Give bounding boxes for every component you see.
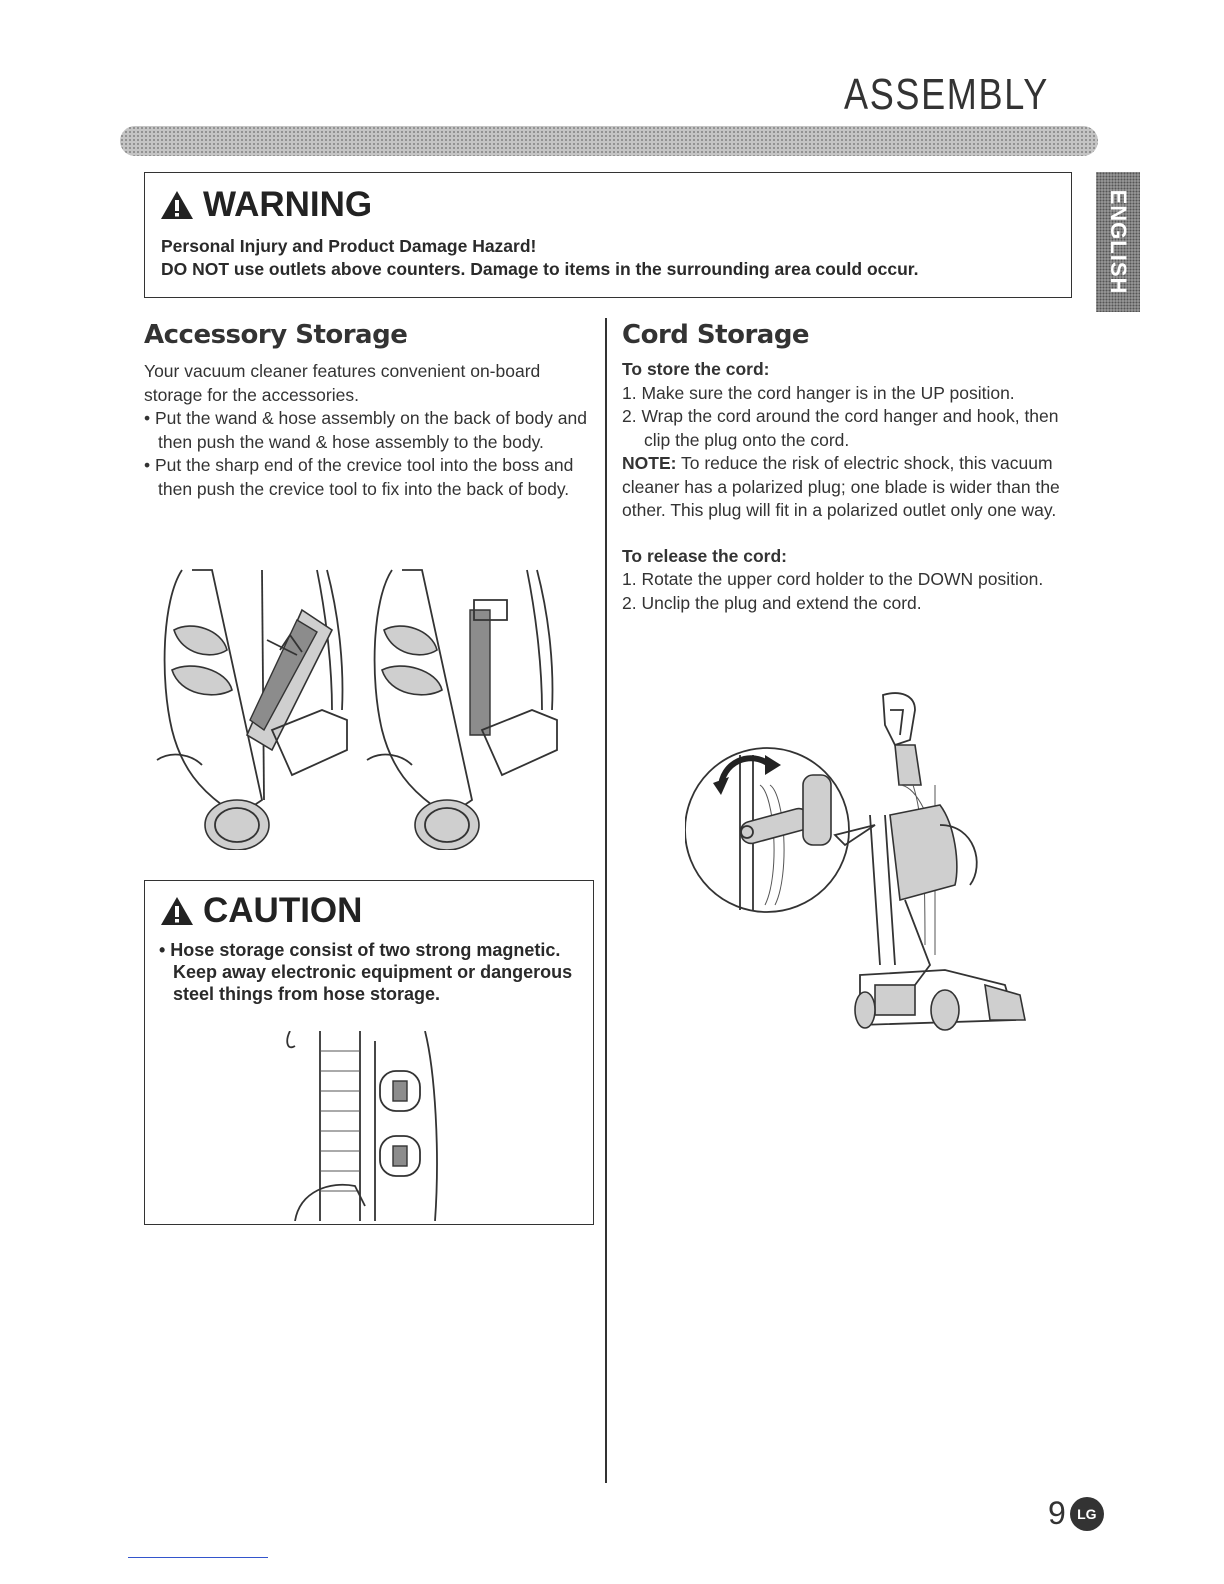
language-tab-label: ENGLISH	[1106, 189, 1131, 295]
accessory-storage-section	[144, 320, 594, 501]
lg-logo-icon: LG	[1070, 1497, 1104, 1531]
warning-text	[161, 235, 1061, 281]
accessory-storage-title: Accessory Storage	[144, 320, 408, 350]
warning-line-1: Personal Injury and Product Damage Hazard!	[161, 236, 537, 256]
page-number	[1048, 1495, 1104, 1532]
warning-heading-text: WARNING	[203, 185, 373, 224]
page-number-text: 9	[1048, 1495, 1066, 1531]
caution-heading-text: CAUTION	[203, 891, 363, 930]
caution-box	[144, 880, 594, 1225]
cord-storage-body	[622, 358, 1072, 615]
caution-heading	[159, 891, 362, 931]
page-title: ASSEMBLY	[844, 70, 1049, 119]
note-text: To reduce the risk of electric shock, this vacuum cleaner has a polarized plug; one blade is wider than the other. This plug will fit in a polarized outlet only one way.	[622, 453, 1060, 520]
header-dotted-band	[120, 126, 1098, 156]
language-tab	[1096, 172, 1140, 312]
store-step-2: 2. Wrap the cord around the cord hanger and hook, then clip the plug onto the cord.	[622, 406, 1059, 450]
accessory-bullet-1: • Put the wand & hose assembly on the back of body and then push the wand & hose assembly to the body.	[144, 408, 587, 452]
crevice-tool-storage-illustration	[362, 560, 562, 850]
warning-heading	[159, 185, 372, 225]
release-step-1: 1. Rotate the upper cord holder to the DOWN position.	[622, 569, 1044, 589]
accessory-storage-intro: Your vacuum cleaner features convenient on-board storage for the accessories.	[144, 361, 541, 405]
column-divider	[605, 318, 607, 1483]
warning-triangle-icon	[159, 189, 195, 221]
cord-storage-title: Cord Storage	[622, 320, 810, 350]
cord-storage-illustration	[685, 685, 1045, 1045]
accessory-storage-body	[144, 360, 594, 501]
hose-magnet-illustration	[275, 1031, 475, 1221]
cord-storage-section	[622, 320, 1072, 615]
store-cord-heading: To store the cord:	[622, 359, 770, 379]
warning-line-2: DO NOT use outlets above counters. Damage to items in the surrounding area could occur.	[161, 259, 919, 279]
note-label: NOTE:	[622, 453, 677, 473]
accessory-bullet-2: • Put the sharp end of the crevice tool into the boss and then push the crevice tool to fix into the back of body.	[144, 455, 574, 499]
footer-rule	[128, 1557, 268, 1558]
release-cord-heading: To release the cord:	[622, 545, 788, 566]
caution-triangle-icon	[159, 895, 195, 927]
wand-storage-illustration	[152, 560, 352, 850]
release-step-2: 2. Unclip the plug and extend the cord.	[622, 592, 922, 613]
store-step-1: 1. Make sure the cord hanger is in the UP position.	[622, 382, 1015, 403]
warning-box	[144, 172, 1072, 298]
note-paragraph	[622, 452, 1072, 523]
caution-text: • Hose storage consist of two strong magnetic. Keep away electronic equipment or dangerous steel things from hose storage.	[159, 940, 573, 1004]
